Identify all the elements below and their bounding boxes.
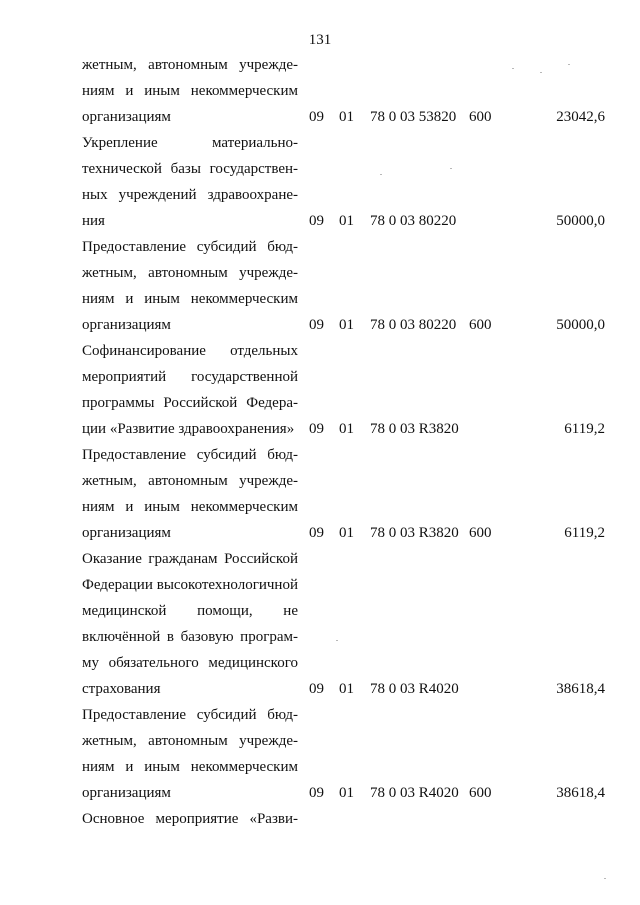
target-article-code: 78 0 03 R4020	[370, 681, 459, 697]
target-article-code: 78 0 03 R3820	[370, 525, 459, 541]
target-article-code: 78 0 03 80220	[370, 213, 457, 229]
amount: 38618,4	[556, 681, 605, 697]
expense-type-code: 600	[469, 109, 492, 125]
expense-type-code: 600	[469, 785, 492, 801]
continuation-text: Основное мероприятие «Разви-	[82, 811, 298, 827]
amount: 6119,2	[564, 421, 605, 437]
table-row	[0, 130, 640, 234]
scan-speck	[540, 72, 542, 73]
scan-speck	[568, 64, 570, 65]
target-article-code: 78 0 03 80220	[370, 317, 457, 333]
row-description: жетным, автономным учреждениям и иным некоммерческим организациям	[82, 57, 298, 125]
chapter-code: 09	[309, 421, 324, 437]
subsection-code: 01	[339, 681, 354, 697]
subsection-code: 01	[339, 525, 354, 541]
row-description: Софинансирование отдельных мероприятий государственной программы Российской Федерации «Развитие здравоохранения»	[82, 343, 298, 437]
table-row	[0, 702, 640, 806]
subsection-code: 01	[339, 785, 354, 801]
budget-table	[0, 52, 640, 832]
table-row	[0, 546, 640, 702]
chapter-code: 09	[309, 525, 324, 541]
row-description: Предоставление субсидий бюджетным, автономным учреждениям и иным некоммерческим организациям	[82, 447, 298, 541]
table-row	[0, 52, 640, 130]
chapter-code: 09	[309, 681, 324, 697]
chapter-code: 09	[309, 317, 324, 333]
chapter-code: 09	[309, 109, 324, 125]
expense-type-code: 600	[469, 317, 492, 333]
table-row	[0, 338, 640, 442]
row-description: Оказание гражданам Российской Федерации высокотехнологичной медицинской помощи, не включённой в базовую программу обязательного медицинского страхования	[82, 551, 298, 697]
table-row	[0, 234, 640, 338]
scan-speck	[380, 174, 382, 175]
target-article-code: 78 0 03 R3820	[370, 421, 459, 437]
chapter-code: 09	[309, 785, 324, 801]
subsection-code: 01	[339, 421, 354, 437]
row-description: Укрепление материально-технической базы государственных учреждений здравоохранения	[82, 135, 298, 229]
page-number: 131	[308, 32, 332, 48]
scan-speck	[450, 168, 452, 169]
chapter-code: 09	[309, 213, 324, 229]
subsection-code: 01	[339, 317, 354, 333]
row-description: Предоставление субсидий бюджетным, автономным учреждениям и иным некоммерческим организациям	[82, 707, 298, 801]
row-description: Предоставление субсидий бюджетным, автономным учреждениям и иным некоммерческим организациям	[82, 239, 298, 333]
amount: 38618,4	[556, 785, 605, 801]
amount: 6119,2	[564, 525, 605, 541]
target-article-code: 78 0 03 R4020	[370, 785, 459, 801]
table-row	[0, 442, 640, 546]
subsection-code: 01	[339, 109, 354, 125]
target-article-code: 78 0 03 53820	[370, 109, 457, 125]
scan-speck	[336, 640, 338, 641]
subsection-code: 01	[339, 213, 354, 229]
scan-speck	[512, 68, 514, 69]
amount: 50000,0	[556, 317, 605, 333]
scan-speck	[604, 878, 606, 879]
amount: 23042,6	[556, 109, 605, 125]
expense-type-code: 600	[469, 525, 492, 541]
amount: 50000,0	[556, 213, 605, 229]
